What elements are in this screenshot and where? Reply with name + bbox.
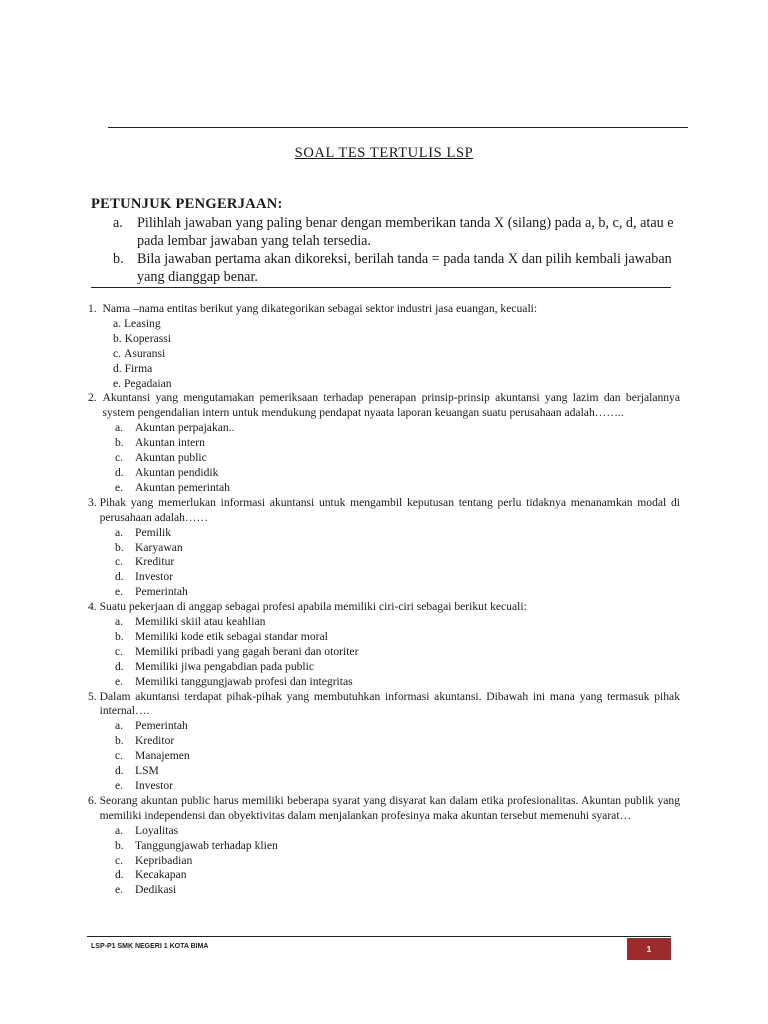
option-text: Memiliki kode etik sebagai standar moral xyxy=(135,629,328,643)
instruction-marker: b. xyxy=(113,251,124,267)
option-text: Pemilik xyxy=(135,525,172,539)
page-title: SOAL TES TERTULIS LSP xyxy=(294,145,474,161)
question-text: Dalam akuntansi terdapat pihak-pihak yang membutuhkan informasi akuntansi. Dibawah ini mana yang termasuk pihak internal…. xyxy=(99,689,680,718)
question-number: 4. xyxy=(88,600,100,614)
option-letter: d. xyxy=(115,570,124,584)
footer-label: LSP-P1 SMK NEGERI 1 KOTA BIMA xyxy=(91,943,209,950)
option-text: Memiliki tanggungjawab profesi dan integritas xyxy=(135,674,353,688)
answer-option xyxy=(88,481,680,496)
option-letter: d. xyxy=(115,465,124,479)
option-text: Akuntan perpajakan.. xyxy=(135,421,235,435)
option-text: Loyalitas xyxy=(135,823,179,837)
answer-option xyxy=(88,675,680,690)
question-list xyxy=(88,302,680,898)
option-text: LSM xyxy=(135,764,159,778)
option-letter: c. xyxy=(115,644,124,658)
answer-option xyxy=(88,526,680,541)
question-number: 3. xyxy=(88,495,100,509)
option-letter: a. xyxy=(115,615,124,629)
page-footer xyxy=(87,936,671,961)
question-text: Seorang akuntan public harus memiliki beberapa syarat yang disyarat kan dalam etika profesionalitas. Akuntan publik yang memiliki independensi dan obyektivitas dalam menjalankan profesinya maka akuntan tersebut memenuhi syarat… xyxy=(99,793,680,822)
option-text: Memiliki jiwa pengabdian pada public xyxy=(135,659,315,673)
answer-option xyxy=(88,868,680,883)
option-letter: c. xyxy=(115,555,124,569)
answer-option xyxy=(88,719,680,734)
option-text: Kepribadian xyxy=(135,853,193,867)
answer-option xyxy=(88,824,680,839)
option-text: Kreditor xyxy=(135,734,175,748)
question-number: 5. xyxy=(88,689,100,703)
question-text: Pihak yang memerlukan informasi akuntansi untuk mengambil keputusan tentang perlu tidaknya menanamkan modal di perusahaan adalah…… xyxy=(99,495,680,524)
answer-option xyxy=(88,779,680,794)
question-number: 1. xyxy=(88,302,103,315)
answer-option xyxy=(88,854,680,869)
option-letter: e. xyxy=(115,585,124,599)
answer-option xyxy=(88,466,680,481)
option-text: Pegadaian xyxy=(123,376,172,390)
answer-option xyxy=(88,362,680,377)
page-number-badge: 1 xyxy=(627,938,671,960)
question-text: Akuntansi yang mengutamakan pemeriksaan terhadap penerapan prinsip-prinsip akuntansi yang lazim dan berjalannya system pengendalian intern untuk mendukung pendapat nyaata laporan keuangan suatu perusahaan adalah…….. xyxy=(102,391,680,420)
option-text: Manajemen xyxy=(135,749,190,763)
question-text: Nama –nama entitas berikut yang dikategorikan sebagai sektor industri jasa euangan, kecuali: xyxy=(102,302,538,315)
question-1 xyxy=(88,302,680,391)
option-letter: d. xyxy=(113,361,125,375)
question-text: Suatu pekerjaan di anggap sebagai profesi apabila memiliki ciri-ciri sebagai berikut kecuali: xyxy=(99,600,527,614)
option-letter: a. xyxy=(115,823,124,837)
option-letter: e. xyxy=(115,779,124,792)
question-number: 2. xyxy=(88,391,103,405)
option-letter: d. xyxy=(115,764,124,778)
instructions-heading: PETUNJUK PENGERJAAN: xyxy=(91,196,283,212)
option-letter: b. xyxy=(115,734,124,748)
option-text: Akuntan public xyxy=(135,451,207,465)
option-letter: a. xyxy=(115,525,124,539)
option-letter: c. xyxy=(115,451,124,465)
instructions xyxy=(91,196,681,286)
answer-option xyxy=(88,347,680,362)
option-letter: b. xyxy=(115,540,124,554)
instructions-rule xyxy=(91,287,671,288)
option-letter: a. xyxy=(113,316,124,330)
option-text: Memiliki skiil atau keahlian xyxy=(135,615,266,629)
option-letter: e. xyxy=(115,883,124,897)
option-text: Dedikasi xyxy=(135,883,177,897)
option-text: Karyawan xyxy=(135,540,183,554)
option-text: Kreditur xyxy=(135,555,175,569)
question-3 xyxy=(88,496,680,600)
option-text: Akuntan pemerintah xyxy=(135,480,230,494)
answer-option xyxy=(88,645,680,660)
option-text: Investor xyxy=(135,779,173,792)
option-letter: a. xyxy=(115,421,124,435)
answer-option xyxy=(88,734,680,749)
option-text: Koperassi xyxy=(124,331,171,345)
option-text: Akuntan intern xyxy=(135,436,205,450)
option-letter: a. xyxy=(115,719,124,733)
option-text: Firma xyxy=(124,361,153,375)
answer-option xyxy=(88,570,680,585)
option-letter: d. xyxy=(115,659,124,673)
answer-option xyxy=(88,660,680,675)
header-rule xyxy=(108,127,688,128)
option-letter: d. xyxy=(115,868,124,882)
answer-option xyxy=(88,555,680,570)
answer-option xyxy=(88,615,680,630)
option-letter: c. xyxy=(113,346,124,360)
answer-option xyxy=(88,839,680,854)
instruction-text: Pilihlah jawaban yang paling benar dengan memberikan tanda X (silang) pada a, b, c, d, atau e pada lembar jawaban yang telah tersedia. xyxy=(137,215,674,249)
answer-option xyxy=(88,630,680,645)
option-letter: e. xyxy=(115,674,124,688)
option-text: Akuntan pendidik xyxy=(135,465,219,479)
option-text: Kecakapan xyxy=(135,868,187,882)
instruction-item xyxy=(91,214,681,250)
question-4 xyxy=(88,600,680,689)
answer-option xyxy=(88,436,680,451)
question-number: 6. xyxy=(88,793,100,807)
option-letter: e. xyxy=(115,480,124,494)
answer-option xyxy=(88,421,680,436)
question-2 xyxy=(88,391,680,495)
option-text: Asuransi xyxy=(123,346,166,360)
option-letter: e. xyxy=(113,376,124,390)
question-6 xyxy=(88,794,680,898)
option-text: Pemerintah xyxy=(135,585,188,599)
option-text: Leasing xyxy=(123,316,161,330)
option-text: Tanggungjawab terhadap klien xyxy=(135,838,278,852)
option-letter: b. xyxy=(115,629,124,643)
answer-option xyxy=(88,317,680,332)
question-5 xyxy=(88,690,680,794)
option-letter: c. xyxy=(115,749,124,763)
instruction-item xyxy=(91,250,681,286)
instruction-marker: a. xyxy=(113,215,123,231)
answer-option xyxy=(88,541,680,556)
answer-option xyxy=(88,585,680,600)
option-text: Memiliki pribadi yang gagah berani dan otoriter xyxy=(135,644,359,658)
answer-option xyxy=(88,451,680,466)
option-letter: b. xyxy=(115,838,124,852)
answer-option xyxy=(88,764,680,779)
answer-option xyxy=(88,377,680,392)
answer-option xyxy=(88,749,680,764)
answer-option xyxy=(88,883,680,898)
answer-option xyxy=(88,332,680,347)
option-letter: b. xyxy=(113,331,125,345)
option-text: Investor xyxy=(135,570,173,584)
option-letter: b. xyxy=(115,436,124,450)
instruction-text: Bila jawaban pertama akan dikoreksi, berilah tanda = pada tanda X dan pilih kembali jawaban yang dianggap benar. xyxy=(137,251,672,285)
option-letter: c. xyxy=(115,853,124,867)
option-text: Pemerintah xyxy=(135,719,188,733)
